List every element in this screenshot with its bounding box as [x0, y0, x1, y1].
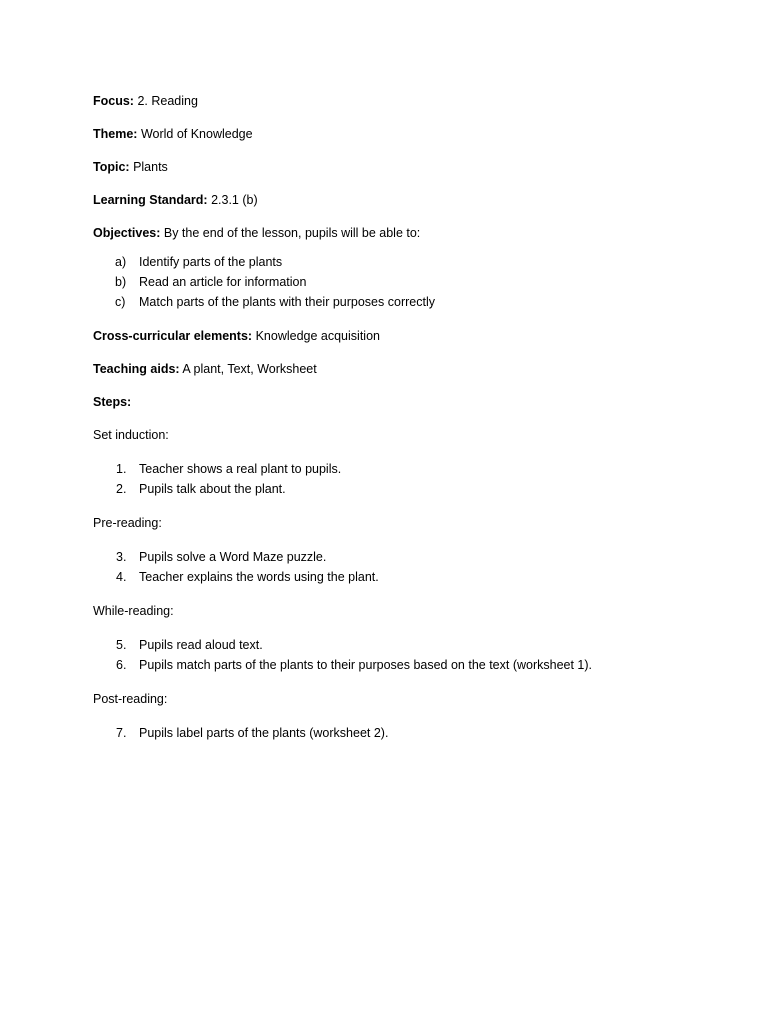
cross-curricular-value: Knowledge acquisition: [255, 329, 380, 343]
theme-value: World of Knowledge: [140, 127, 253, 141]
objectives-list: [93, 252, 713, 312]
learning-standard-field: [93, 191, 713, 209]
topic-label: Topic:: [93, 160, 130, 174]
steps-label: Steps:: [93, 395, 132, 409]
list-item-text: Pupils solve a Word Maze puzzle.: [139, 550, 327, 564]
list-item-text: Pupils match parts of the plants to their purposes based on the text (worksheet 1).: [139, 658, 593, 672]
list-item-text: Pupils read aloud text.: [139, 638, 263, 652]
focus-value: 2. Reading: [137, 94, 198, 108]
list-item: [93, 272, 713, 292]
focus-label: Focus:: [93, 94, 134, 108]
list-item-text: Teacher explains the words using the plant.: [139, 570, 379, 584]
teaching-aids-field: [93, 360, 713, 378]
list-marker: 3.: [116, 550, 127, 564]
list-item: [93, 252, 713, 272]
list-item: [93, 655, 713, 675]
post-reading-heading: Post-reading:: [93, 692, 168, 706]
list-marker: c): [115, 295, 126, 309]
list-item-text: Teacher shows a real plant to pupils.: [139, 462, 342, 476]
list-item: [93, 479, 713, 499]
pre-reading-heading: Pre-reading:: [93, 516, 162, 530]
objectives-field: [93, 224, 713, 242]
topic-value: Plants: [133, 160, 168, 174]
set-induction-list: [93, 459, 713, 499]
list-marker: 6.: [116, 658, 127, 672]
teaching-aids-label: Teaching aids:: [93, 362, 180, 376]
list-item-text: Match parts of the plants with their purposes correctly: [139, 295, 435, 309]
list-item: [93, 567, 713, 587]
teaching-aids-value: A plant, Text, Worksheet: [182, 362, 317, 376]
list-item: [93, 547, 713, 567]
theme-field: [93, 125, 713, 143]
lesson-plan-page: [93, 92, 713, 758]
focus-field: [93, 92, 713, 110]
list-marker: 4.: [116, 570, 127, 584]
cross-curricular-field: [93, 327, 713, 345]
pre-reading-list: [93, 547, 713, 587]
set-induction-heading: Set induction:: [93, 428, 169, 442]
list-item-text: Pupils talk about the plant.: [139, 482, 286, 496]
list-marker: 2.: [116, 482, 127, 496]
list-marker: 5.: [116, 638, 127, 652]
list-item: [93, 292, 713, 312]
list-item-text: Read an article for information: [139, 275, 307, 289]
learning-standard-label: Learning Standard:: [93, 193, 208, 207]
while-reading-heading: While-reading:: [93, 604, 174, 618]
objectives-label: Objectives:: [93, 226, 161, 240]
list-marker: 7.: [116, 726, 127, 740]
topic-field: [93, 158, 713, 176]
learning-standard-value: 2.3.1 (b): [211, 193, 258, 207]
list-item-text: Identify parts of the plants: [139, 255, 283, 269]
list-marker: b): [115, 275, 127, 289]
objectives-intro: By the end of the lesson, pupils will be able to:: [163, 226, 421, 240]
list-item-text: Pupils label parts of the plants (worksheet 2).: [139, 726, 389, 740]
list-item: [93, 723, 713, 743]
list-marker: 1.: [116, 462, 127, 476]
while-reading-list: [93, 635, 713, 675]
list-item: [93, 459, 713, 479]
list-item: [93, 635, 713, 655]
list-marker: a): [115, 255, 127, 269]
post-reading-list: [93, 723, 713, 743]
steps-heading: [93, 393, 713, 411]
theme-label: Theme:: [93, 127, 138, 141]
cross-curricular-label: Cross-curricular elements:: [93, 329, 253, 343]
